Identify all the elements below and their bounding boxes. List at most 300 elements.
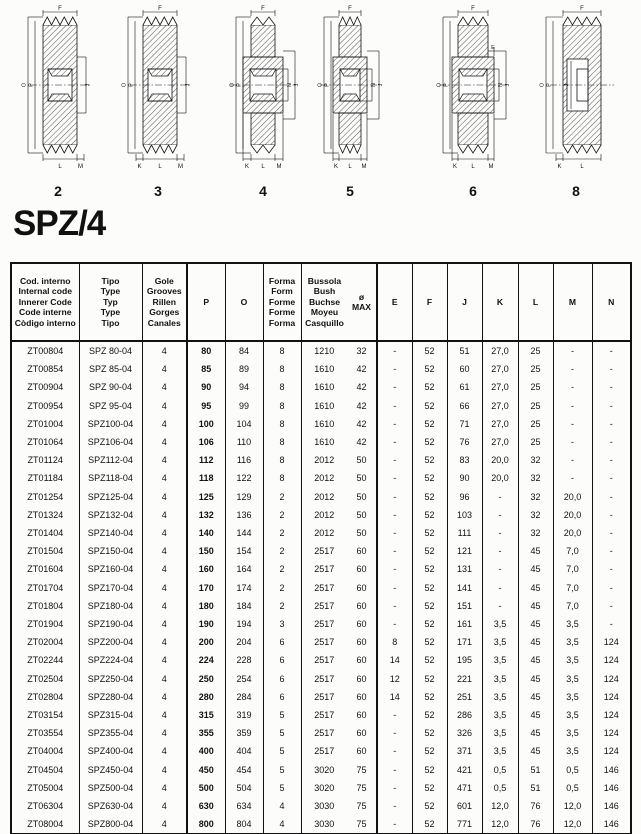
- cell-code: ZT02504: [11, 670, 79, 688]
- cell-n: 124: [592, 633, 631, 651]
- cell-f: 52: [412, 451, 447, 469]
- cell-grooves: 4: [142, 706, 187, 724]
- cell-m: 20,0: [553, 488, 592, 506]
- cell-form: 5: [263, 724, 301, 742]
- cell-k: 27,0: [482, 397, 518, 415]
- cell-m: 3,5: [553, 615, 592, 633]
- svg-text:P: P: [324, 83, 331, 87]
- cell-form: 4: [263, 815, 301, 834]
- cell-n: 124: [592, 742, 631, 760]
- cell-k: -: [482, 560, 518, 578]
- cell-n: 146: [592, 761, 631, 779]
- cell-form: 2: [263, 542, 301, 560]
- cell-e: -: [377, 742, 412, 760]
- cell-type: SPZ450-04: [79, 761, 142, 779]
- cell-form: 6: [263, 651, 301, 669]
- svg-text:F: F: [261, 6, 265, 12]
- cell-p: 200: [187, 633, 225, 651]
- cell-code: ZT01704: [11, 579, 79, 597]
- cell-f: 52: [412, 742, 447, 760]
- cell-omax: 42: [347, 397, 377, 415]
- cell-f: 52: [412, 469, 447, 487]
- cell-p: 90: [187, 378, 225, 396]
- cell-n: 124: [592, 670, 631, 688]
- cell-j: 111: [447, 524, 482, 542]
- cell-k: 3,5: [482, 670, 518, 688]
- cell-e: -: [377, 469, 412, 487]
- cell-l: 45: [518, 597, 553, 615]
- cell-p: 170: [187, 579, 225, 597]
- svg-text:J: J: [185, 83, 191, 87]
- cell-n: 146: [592, 797, 631, 815]
- cell-code: ZT02004: [11, 633, 79, 651]
- diagram-form-number: 2: [54, 183, 62, 199]
- cell-f: 52: [412, 397, 447, 415]
- cell-m: 0,5: [553, 761, 592, 779]
- table-row: [11, 651, 631, 669]
- cell-m: 3,5: [553, 670, 592, 688]
- cell-type: SPZ500-04: [79, 779, 142, 797]
- cell-l: 45: [518, 542, 553, 560]
- svg-text:J: J: [378, 83, 384, 87]
- table-row: [11, 506, 631, 524]
- cell-e: 12: [377, 670, 412, 688]
- cell-bush: 2517: [301, 579, 347, 597]
- cell-type: SPZ112-04: [79, 451, 142, 469]
- cell-e: 14: [377, 651, 412, 669]
- cell-code: ZT03554: [11, 724, 79, 742]
- cell-j: 141: [447, 579, 482, 597]
- cell-o: 359: [225, 724, 263, 742]
- table-row: [11, 742, 631, 760]
- cell-o: 110: [225, 433, 263, 451]
- svg-text:O: O: [317, 82, 324, 88]
- cell-o: 116: [225, 451, 263, 469]
- header-diameter-max: ø MAX: [351, 291, 372, 312]
- cell-form: 8: [263, 451, 301, 469]
- cell-grooves: 4: [142, 761, 187, 779]
- cell-f: 52: [412, 433, 447, 451]
- cell-e: -: [377, 415, 412, 433]
- cell-e: -: [377, 433, 412, 451]
- cell-bush: 2517: [301, 560, 347, 578]
- cell-form: 5: [263, 742, 301, 760]
- cell-o: 504: [225, 779, 263, 797]
- cell-n: -: [592, 488, 631, 506]
- svg-text:J: J: [505, 83, 511, 87]
- cell-l: 45: [518, 688, 553, 706]
- cell-f: 52: [412, 706, 447, 724]
- cell-code: ZT00804: [11, 341, 79, 360]
- svg-text:M: M: [78, 164, 83, 170]
- cell-f: 52: [412, 761, 447, 779]
- pulley-diagram-form-3: [108, 4, 208, 199]
- cell-f: 52: [412, 815, 447, 834]
- cell-j: 103: [447, 506, 482, 524]
- svg-text:L: L: [261, 164, 265, 170]
- svg-text:F: F: [348, 6, 352, 12]
- cell-l: 25: [518, 378, 553, 396]
- svg-text:L: L: [348, 164, 352, 170]
- table-row: [11, 579, 631, 597]
- cell-l: 25: [518, 433, 553, 451]
- cell-e: -: [377, 451, 412, 469]
- cell-n: -: [592, 360, 631, 378]
- cell-l: 45: [518, 579, 553, 597]
- svg-text:P: P: [443, 83, 450, 87]
- cell-f: 52: [412, 488, 447, 506]
- cell-j: 195: [447, 651, 482, 669]
- cell-p: 400: [187, 742, 225, 760]
- cell-code: ZT06304: [11, 797, 79, 815]
- cell-m: 7,0: [553, 560, 592, 578]
- diagram-form-number: 5: [346, 183, 354, 199]
- cell-bush: 1210: [301, 341, 347, 360]
- svg-text:P: P: [546, 83, 553, 87]
- cell-code: ZT05004: [11, 779, 79, 797]
- cell-e: -: [377, 542, 412, 560]
- cell-m: 7,0: [553, 542, 592, 560]
- cell-e: -: [377, 615, 412, 633]
- svg-text:O: O: [436, 82, 443, 88]
- cell-p: 112: [187, 451, 225, 469]
- cell-type: SPZ 90-04: [79, 378, 142, 396]
- cell-type: SPZ118-04: [79, 469, 142, 487]
- cell-j: 371: [447, 742, 482, 760]
- cell-j: 60: [447, 360, 482, 378]
- cell-type: SPZ160-04: [79, 560, 142, 578]
- cell-type: SPZ150-04: [79, 542, 142, 560]
- cell-type: SPZ355-04: [79, 724, 142, 742]
- cell-e: 14: [377, 688, 412, 706]
- cell-k: 3,5: [482, 633, 518, 651]
- cell-grooves: 4: [142, 415, 187, 433]
- cell-type: SPZ125-04: [79, 488, 142, 506]
- table-row: [11, 670, 631, 688]
- cell-grooves: 4: [142, 651, 187, 669]
- cell-l: 32: [518, 488, 553, 506]
- cell-l: 45: [518, 706, 553, 724]
- diagram-form-number: 6: [469, 183, 477, 199]
- pulley-cross-section: [108, 4, 208, 176]
- cell-j: 96: [447, 488, 482, 506]
- cell-type: SPZ400-04: [79, 742, 142, 760]
- cell-f: 52: [412, 670, 447, 688]
- cell-p: 190: [187, 615, 225, 633]
- cell-m: 12,0: [553, 797, 592, 815]
- cell-omax: 42: [347, 378, 377, 396]
- cell-j: 76: [447, 433, 482, 451]
- cell-bush: 1610: [301, 397, 347, 415]
- cell-k: -: [482, 597, 518, 615]
- cell-grooves: 4: [142, 506, 187, 524]
- cell-f: 52: [412, 688, 447, 706]
- header-type: Tipo Type Typ Type Tipo: [79, 263, 142, 341]
- cell-code: ZT01004: [11, 415, 79, 433]
- table-row: [11, 542, 631, 560]
- cell-k: -: [482, 542, 518, 560]
- cell-form: 4: [263, 797, 301, 815]
- cell-m: 20,0: [553, 506, 592, 524]
- cell-l: 25: [518, 360, 553, 378]
- cell-l: 45: [518, 670, 553, 688]
- cell-m: 3,5: [553, 633, 592, 651]
- cell-m: -: [553, 433, 592, 451]
- cell-type: SPZ100-04: [79, 415, 142, 433]
- cell-bush: 2517: [301, 542, 347, 560]
- cell-p: 630: [187, 797, 225, 815]
- pulley-cross-section: [300, 4, 400, 176]
- cell-l: 45: [518, 615, 553, 633]
- cell-o: 136: [225, 506, 263, 524]
- cell-l: 45: [518, 560, 553, 578]
- cell-e: -: [377, 488, 412, 506]
- header-bush-names: Bussola Bush Buchse Moyeu Casquillo: [305, 275, 344, 328]
- cell-j: 286: [447, 706, 482, 724]
- svg-text:F: F: [580, 6, 584, 12]
- cell-bush: 2517: [301, 633, 347, 651]
- cell-e: -: [377, 579, 412, 597]
- header-internal-code: Cod. interno Internal code Innerer Code Code interne Còdigo interno: [11, 263, 79, 341]
- cell-e: -: [377, 797, 412, 815]
- cell-f: 52: [412, 378, 447, 396]
- cell-f: 52: [412, 341, 447, 360]
- cell-k: 20,0: [482, 451, 518, 469]
- header-e: E: [377, 263, 412, 341]
- cell-code: ZT01904: [11, 615, 79, 633]
- cell-omax: 60: [347, 615, 377, 633]
- cell-k: 27,0: [482, 378, 518, 396]
- page-title: SPZ/4: [13, 204, 106, 243]
- cell-k: 20,0: [482, 469, 518, 487]
- cell-omax: 75: [347, 797, 377, 815]
- cell-e: -: [377, 360, 412, 378]
- cell-o: 99: [225, 397, 263, 415]
- cell-form: 8: [263, 341, 301, 360]
- cell-grooves: 4: [142, 560, 187, 578]
- cell-l: 45: [518, 724, 553, 742]
- table-row: [11, 524, 631, 542]
- cell-o: 634: [225, 797, 263, 815]
- cell-code: ZT00904: [11, 378, 79, 396]
- svg-text:N: N: [370, 83, 377, 87]
- cell-type: SPZ630-04: [79, 797, 142, 815]
- cell-n: -: [592, 415, 631, 433]
- cell-j: 83: [447, 451, 482, 469]
- cell-m: -: [553, 415, 592, 433]
- cell-grooves: 4: [142, 615, 187, 633]
- cell-type: SPZ180-04: [79, 597, 142, 615]
- cell-omax: 60: [347, 542, 377, 560]
- cell-type: SPZ170-04: [79, 579, 142, 597]
- table-row: [11, 415, 631, 433]
- svg-text:M: M: [178, 164, 183, 170]
- cell-omax: 42: [347, 433, 377, 451]
- cell-p: 224: [187, 651, 225, 669]
- cell-code: ZT04504: [11, 761, 79, 779]
- cell-f: 52: [412, 597, 447, 615]
- svg-text:P: P: [236, 83, 243, 87]
- svg-text:K: K: [452, 164, 458, 170]
- svg-text:J: J: [294, 83, 300, 87]
- cell-o: 804: [225, 815, 263, 834]
- cell-grooves: 4: [142, 397, 187, 415]
- cell-j: 471: [447, 779, 482, 797]
- pulley-diagram-form-2: [8, 4, 108, 199]
- cell-m: -: [553, 341, 592, 360]
- cell-bush: 2012: [301, 524, 347, 542]
- svg-text:O: O: [229, 82, 236, 88]
- cell-e: -: [377, 706, 412, 724]
- cell-o: 404: [225, 742, 263, 760]
- svg-text:K: K: [557, 164, 562, 170]
- cell-code: ZT01124: [11, 451, 79, 469]
- cell-bush: 3030: [301, 815, 347, 834]
- cell-o: 144: [225, 524, 263, 542]
- cell-form: 2: [263, 506, 301, 524]
- cell-grooves: 4: [142, 597, 187, 615]
- cell-omax: 32: [347, 341, 377, 360]
- svg-text:F: F: [471, 6, 475, 12]
- cell-f: 52: [412, 651, 447, 669]
- header-grooves: Gole Grooves Rillen Gorges Canales: [142, 263, 187, 341]
- cell-omax: 50: [347, 506, 377, 524]
- cell-n: -: [592, 469, 631, 487]
- cell-k: -: [482, 506, 518, 524]
- cell-code: ZT08004: [11, 815, 79, 834]
- cell-n: 124: [592, 651, 631, 669]
- header-form: Forma Form Forme Forme Forma: [263, 263, 301, 341]
- cell-code: ZT03154: [11, 706, 79, 724]
- cell-omax: 75: [347, 779, 377, 797]
- cell-bush: 1610: [301, 360, 347, 378]
- cell-omax: 50: [347, 488, 377, 506]
- cell-omax: 50: [347, 469, 377, 487]
- cell-bush: 2517: [301, 724, 347, 742]
- cell-form: 6: [263, 688, 301, 706]
- cell-grooves: 4: [142, 542, 187, 560]
- cell-code: ZT01184: [11, 469, 79, 487]
- cell-m: 0,5: [553, 779, 592, 797]
- svg-text:P: P: [128, 83, 135, 87]
- cell-p: 118: [187, 469, 225, 487]
- cell-m: 3,5: [553, 688, 592, 706]
- cell-bush: 2517: [301, 706, 347, 724]
- spz4-spec-table: [10, 262, 632, 834]
- cell-form: 6: [263, 670, 301, 688]
- cell-form: 2: [263, 560, 301, 578]
- cell-p: 500: [187, 779, 225, 797]
- cell-k: 3,5: [482, 706, 518, 724]
- cell-bush: 2012: [301, 488, 347, 506]
- cell-bush: 2517: [301, 688, 347, 706]
- svg-text:J: J: [85, 83, 91, 87]
- pulley-cross-section: [526, 4, 626, 176]
- table-row: [11, 469, 631, 487]
- cell-omax: 60: [347, 633, 377, 651]
- cell-o: 194: [225, 615, 263, 633]
- svg-text:P: P: [28, 83, 35, 87]
- table-row: [11, 761, 631, 779]
- cell-n: 146: [592, 779, 631, 797]
- table-row: [11, 397, 631, 415]
- cell-o: 94: [225, 378, 263, 396]
- cell-form: 3: [263, 615, 301, 633]
- cell-m: 3,5: [553, 706, 592, 724]
- cell-form: 2: [263, 597, 301, 615]
- cell-k: 12,0: [482, 815, 518, 834]
- cell-bush: 2517: [301, 670, 347, 688]
- cell-type: SPZ224-04: [79, 651, 142, 669]
- pulley-diagram-form-4: [213, 4, 313, 199]
- cell-m: -: [553, 451, 592, 469]
- header-j: J: [447, 263, 482, 341]
- table-row: [11, 633, 631, 651]
- cell-j: 61: [447, 378, 482, 396]
- cell-f: 52: [412, 415, 447, 433]
- cell-n: -: [592, 378, 631, 396]
- header-m: M: [553, 263, 592, 341]
- cell-type: SPZ315-04: [79, 706, 142, 724]
- cell-grooves: 4: [142, 815, 187, 834]
- pulley-cross-section: [8, 4, 108, 176]
- cell-form: 2: [263, 488, 301, 506]
- cell-j: 90: [447, 469, 482, 487]
- cell-j: 771: [447, 815, 482, 834]
- cell-bush: 3020: [301, 779, 347, 797]
- cell-code: ZT02244: [11, 651, 79, 669]
- cell-p: 315: [187, 706, 225, 724]
- cell-bush: 3020: [301, 761, 347, 779]
- cell-l: 51: [518, 761, 553, 779]
- svg-text:O: O: [21, 82, 28, 88]
- svg-text:N: N: [497, 83, 504, 87]
- cell-j: 131: [447, 560, 482, 578]
- cell-grooves: 4: [142, 688, 187, 706]
- cell-code: ZT04004: [11, 742, 79, 760]
- cell-o: 204: [225, 633, 263, 651]
- cell-p: 100: [187, 415, 225, 433]
- table-row: [11, 451, 631, 469]
- cell-f: 52: [412, 633, 447, 651]
- svg-text:K: K: [137, 164, 142, 170]
- cell-e: -: [377, 724, 412, 742]
- cell-p: 132: [187, 506, 225, 524]
- cell-l: 51: [518, 779, 553, 797]
- cell-f: 52: [412, 542, 447, 560]
- cell-code: ZT01064: [11, 433, 79, 451]
- cell-grooves: 4: [142, 524, 187, 542]
- cell-p: 180: [187, 597, 225, 615]
- pulley-diagram-form-8: [526, 4, 626, 199]
- cell-o: 154: [225, 542, 263, 560]
- cell-type: SPZ280-04: [79, 688, 142, 706]
- cell-j: 51: [447, 341, 482, 360]
- svg-text:F: F: [58, 6, 62, 12]
- cell-grooves: 4: [142, 360, 187, 378]
- cell-type: SPZ140-04: [79, 524, 142, 542]
- cell-grooves: 4: [142, 341, 187, 360]
- cell-m: -: [553, 378, 592, 396]
- cell-l: 25: [518, 397, 553, 415]
- cell-e: -: [377, 597, 412, 615]
- cell-bush: 2517: [301, 742, 347, 760]
- cell-n: -: [592, 451, 631, 469]
- cell-m: -: [553, 469, 592, 487]
- cell-e: 8: [377, 633, 412, 651]
- cell-omax: 42: [347, 360, 377, 378]
- cell-p: 85: [187, 360, 225, 378]
